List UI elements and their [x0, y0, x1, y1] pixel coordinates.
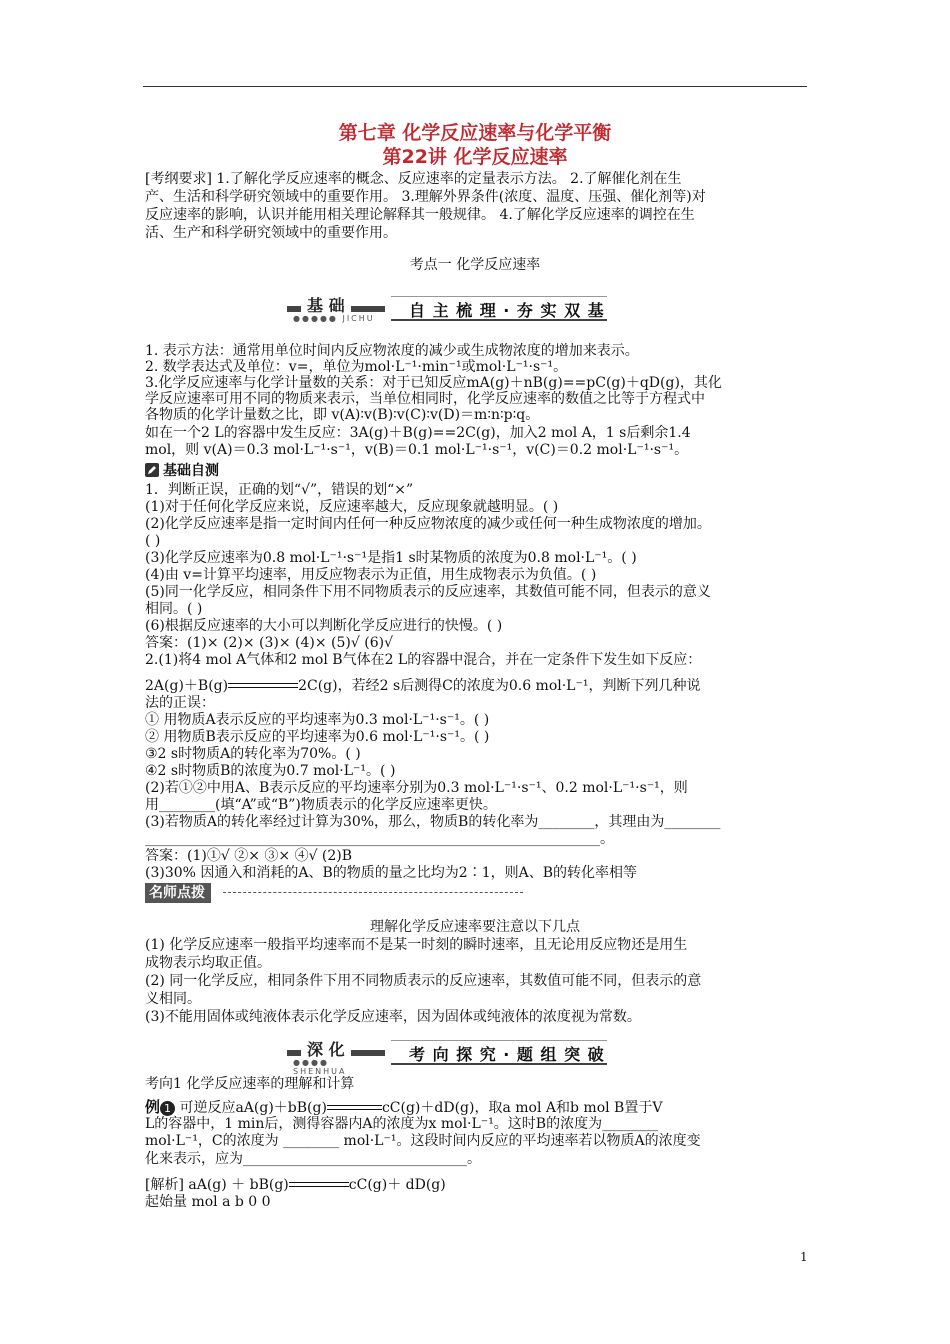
requirements-line: 产、生活和科学研究领域中的重要作用。 3.理解外界条件(浓度、温度、压强、催化剂等)对 — [145, 189, 706, 205]
page-number: 1 — [800, 1250, 808, 1264]
teacher-line: 义相同。 — [145, 991, 201, 1007]
q2-line: 用________(填“A”或“B”)物质表示的化学反应速率更快。 — [145, 797, 497, 813]
q2-line: (3)若物质A的转化率经过计算为30%，那么，物质B的转化率为________，其理由为________ — [145, 814, 721, 830]
teacher-line: (3)不能用固体或纯液体表示化学反应速率，因为固体或纯液体的浓度视为常数。 — [145, 1009, 641, 1025]
q2-line: 法的正误： — [145, 695, 215, 711]
requirements-line: [考纲要求] 1.了解化学反应速率的概念、反应速率的定量表示方法。 2.了解催化剂在生 — [145, 171, 682, 187]
basics-line: 3.化学反应速率与化学计量数的关系：对于已知反应mA(g)＋nB(g)==pC(g)＋qD(g)，其化 — [145, 375, 722, 391]
teacher-line: (2) 同一化学反应，相同条件下用不同物质表示的反应速率，其数值可能不同，但表示的意 — [145, 973, 702, 989]
basics-line: 学反应速率可用不同的物质来表示，当单位相同时，化学反应速率的数值之比等于方程式中 — [145, 391, 705, 407]
teacher-label: 名师点拨 — [145, 883, 211, 903]
self-test-line: (2)化学反应速率是指一定时间内任何一种反应物浓度的减少或任何一种生成物浓度的增加。 — [145, 516, 711, 532]
banner-caption: 考 向 探 究 · 题 组 突 破 — [409, 1045, 605, 1064]
requirements-line: 活、生产和科学研究领域中的重要作用。 — [145, 225, 397, 241]
example-line: mol·L⁻¹，C的浓度为 ________ mol·L⁻¹。这段时间内反应的平均速率若以物质A的浓度变 — [145, 1133, 701, 1149]
kaoxiang-title: 考向1 化学反应速率的理解和计算 — [145, 1076, 355, 1092]
requirements-line: 反应速率的影响，认识并能用相关理论解释其一般规律。 4.了解化学反应速率的调控在生 — [145, 207, 695, 223]
pencil-icon — [145, 463, 159, 477]
answer-line: 答案：(1)× (2)× (3)× (4)× (5)√ (6)√ — [145, 635, 394, 651]
example-label: 例 — [145, 1098, 161, 1116]
self-test-line: 2.(1)将4 mol A气体和2 mol B气体在2 L的容器中混合，并在一定条件下发生如下反应： — [145, 652, 702, 668]
basics-line: 如在一个2 L的容器中发生反应：3A(g)＋B(g)==2C(g)，加入2 mol A，1 s后剩余1.4 — [145, 425, 691, 441]
equilibrium-arrow-icon — [289, 1180, 349, 1190]
teacher-tag — [145, 882, 525, 902]
analysis-line: [解析] aA(g) ＋ bB(g) cC(g)＋ dD(g) — [145, 1177, 446, 1193]
example-line: 化来表示，应为________________________________。 — [145, 1151, 481, 1167]
answer-line: (3)30% 因通入和消耗的A、B的物质的量之比均为2∶1，则A、B的转化率相等 — [145, 865, 638, 881]
q2-line: ④2 s时物质B的浓度为0.7 mol·L⁻¹。( ) — [145, 763, 396, 779]
banner-caption: 自 主 梳 理 · 夯 实 双 基 — [409, 301, 605, 320]
q2-line: ① 用物质A表示反应的平均速率为0.3 mol·L⁻¹·s⁻¹。( ) — [145, 712, 490, 728]
banner-word: 基 础 — [301, 293, 351, 316]
equation-line: 2A(g)＋B(g) 2C(g)，若经2 s后测得C的浓度为0.6 mol·L⁻¹，判断下列几种说 — [145, 678, 701, 694]
banner-sub: ●●●● SHENHUA — [293, 1058, 347, 1076]
self-test-line: (6)根据反应速率的大小可以判断化学反应进行的快慢。( ) — [145, 618, 503, 634]
self-test-line: (1)对于任何化学反应来说，反应速率越大，反应现象就越明显。( ) — [145, 499, 559, 515]
q2-line: ② 用物质B表示反应的平均速率为0.6 mol·L⁻¹·s⁻¹。( ) — [145, 729, 490, 745]
equilibrium-arrow-icon — [327, 1103, 382, 1113]
self-test-line: ( ) — [145, 533, 161, 549]
teacher-line: 成物表示均取正值。 — [145, 955, 271, 971]
example-number: 1 — [160, 1101, 175, 1116]
basics-line: 各物质的化学计量数之比，即 v(A)∶v(B)∶v(C)∶v(D)＝m∶n∶p∶q。 — [145, 407, 540, 423]
self-test-line: (4)由 v=计算平均速率，用反应物表示为正值，用生成物表示为负值。( ) — [145, 567, 597, 583]
self-test-line: 相同。( ) — [145, 601, 203, 617]
q2-line: (2)若①②中用A、B表示反应的平均速率分别为0.3 mol·L⁻¹·s⁻¹、0.2 mol·L⁻¹·s⁻¹，则 — [145, 780, 688, 796]
header-rule — [143, 86, 807, 87]
analysis-line: 起始量 mol a b 0 0 — [145, 1194, 271, 1210]
basics-line: 2. 数学表达式及单位：v=，单位为mol·L⁻¹·min⁻¹或mol·L⁻¹·s⁻¹。 — [145, 359, 568, 375]
equilibrium-arrow-icon — [228, 681, 298, 691]
teacher-heading: 理解化学反应速率要注意以下几点 — [370, 919, 580, 935]
teacher-line: (1) 化学反应速率一般指平均速率而不是某一时刻的瞬时速率，且无论用反应物还是用生 — [145, 937, 688, 953]
section-title: 考点一 化学反应速率 — [409, 257, 541, 273]
lesson-title: 第22讲 化学反应速率 — [382, 146, 568, 168]
self-test-line: 1．判断正误，正确的划“√”，错误的划“×” — [145, 482, 414, 498]
basics-line: 1. 表示方法：通常用单位时间内反应物浓度的减少或生成物浓度的增加来表示。 — [145, 343, 639, 359]
q2-line: _________________________________________________________________。 — [145, 831, 614, 847]
q2-line: ③2 s时物质A的转化率为70%。( ) — [145, 746, 361, 762]
example-line: 例 1 可逆反应aA(g)＋bB(g) cC(g)＋dD(g)，取a mol A和b mol B置于V — [145, 1098, 663, 1116]
chapter-title: 第七章 化学反应速率与化学平衡 — [338, 122, 612, 144]
banner-jichu — [287, 296, 607, 322]
self-test-tag — [145, 460, 219, 480]
banner-word: 深 化 — [301, 1037, 351, 1060]
basics-line: mol，则 v(A)＝0.3 mol·L⁻¹·s⁻¹，v(B)＝0.1 mol·L⁻¹·s⁻¹，v(C)＝0.2 mol·L⁻¹·s⁻¹。 — [145, 442, 689, 458]
self-test-line: (5)同一化学反应，相同条件下用不同物质表示的反应速率，其数值可能不同，但表示的意义 — [145, 584, 711, 600]
answer-line: 答案：(1)①√ ②× ③× ④√ (2)B — [145, 848, 353, 864]
self-test-label: 基础自测 — [163, 463, 219, 479]
self-test-line: (3)化学反应速率为0.8 mol·L⁻¹·s⁻¹是指1 s时某物质的浓度为0.8 mol·L⁻¹。( ) — [145, 550, 637, 566]
banner-shenhua — [287, 1040, 607, 1076]
example-line: L的容器中，1 min后，测得容器内A的浓度为x mol·L⁻¹。这时B的浓度为________ — [145, 1116, 659, 1132]
banner-sub: ●●●●● JICHU — [293, 314, 375, 323]
